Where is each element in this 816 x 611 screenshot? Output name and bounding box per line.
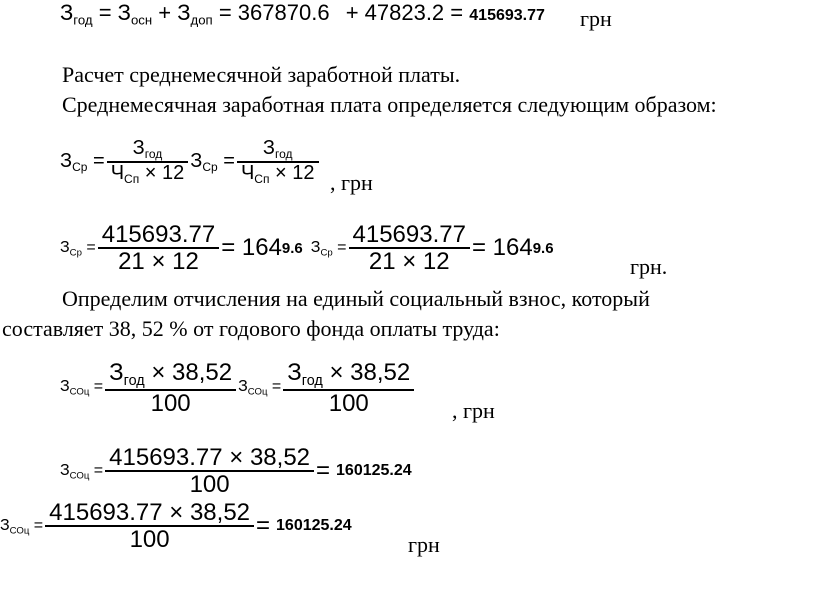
symbol-z: З xyxy=(60,0,74,25)
unit-label: грн xyxy=(580,6,612,31)
avg-wage-result: = 164 xyxy=(471,234,533,262)
paragraph-text: составляет 38, 52 % от годового фонда оплаты труда: xyxy=(2,316,500,341)
plus-z: + З xyxy=(158,0,191,25)
unit-label: грн. xyxy=(630,254,668,279)
fraction: $\frac{З_{год} \times 38,52}{100}$ xyxy=(283,360,414,416)
social-contribution-calculation: $З_{СОц}$ = $\frac{415693.77 \times 38,52}{100}$ = 160125.24 xyxy=(0,499,352,554)
avg-wage-calculation: $З_{Ср}$ = $\frac{415693.77}{21 \times 12}$ = 164 9.6 $З_{Ср}$ = $\frac{415693.77}{21 \times 12}$ = 164 9.6 xyxy=(60,221,554,276)
fraction: $\frac{З_{год}}{Ч_{Сп} \times 12}$ xyxy=(237,138,319,186)
unit-label: грн xyxy=(408,532,440,557)
avg-wage-formula: $З_{Ср}$ = $\frac{З_{год}}{Ч_{Сп} \times 12}$ $З_{Ср}$ = $\frac{З_{год}}{Ч_{Сп} \times 12}$ xyxy=(60,138,321,186)
fraction: $\frac{З_{год}}{Ч_{Сп} \times 12}$ xyxy=(107,138,189,186)
social-contribution-formula: $З_{СОц}$ = $\frac{З_{год} \times 38,52}{100}$ $З_{СОц}$ = $\frac{З_{год} \times 38,52}{100}$ xyxy=(60,360,416,416)
paragraph-text: Среднемесячная заработная плата определяется следующим образом: xyxy=(62,92,717,117)
fraction: $\frac{415693.77}{21 \times 12}$ xyxy=(349,222,470,274)
subscript: год xyxy=(73,12,93,28)
social-contribution-calculation: $З_{СОц}$ = $\frac{415693.77 \times 38,52}{100}$ = 160125.24 xyxy=(60,444,412,499)
fraction: $\frac{З_{год} \times 38,52}{100}$ xyxy=(105,360,236,416)
fraction: $\frac{415693.77 \times 38,52}{100}$ xyxy=(45,500,254,552)
social-contribution-result: 160125.24 xyxy=(336,462,412,480)
fraction: $\frac{415693.77 \times 38,52}{100}$ xyxy=(105,445,314,497)
annual-wage-formula xyxy=(60,0,545,28)
fraction: $\frac{415693.77}{21 \times 12}$ xyxy=(98,222,219,274)
unit-label: , грн xyxy=(452,398,495,423)
annual-wage-result: 415693.77 xyxy=(469,7,545,24)
paragraph-text: Определим отчисления на единый социальный взнос, который xyxy=(62,286,650,311)
avg-wage-result: = 164 xyxy=(221,234,282,262)
subscript: осн xyxy=(130,12,153,28)
paragraph-heading: Расчет среднемесячной заработной платы. xyxy=(62,62,461,87)
social-contribution-result: 160125.24 xyxy=(276,517,352,535)
extra-wage-value: + 47823.2 = xyxy=(345,0,464,25)
unit-label: , грн xyxy=(330,170,373,195)
subscript: доп xyxy=(190,12,213,28)
equals-z: = З xyxy=(98,0,131,25)
base-wage-value: = 367870.6 xyxy=(218,0,330,25)
